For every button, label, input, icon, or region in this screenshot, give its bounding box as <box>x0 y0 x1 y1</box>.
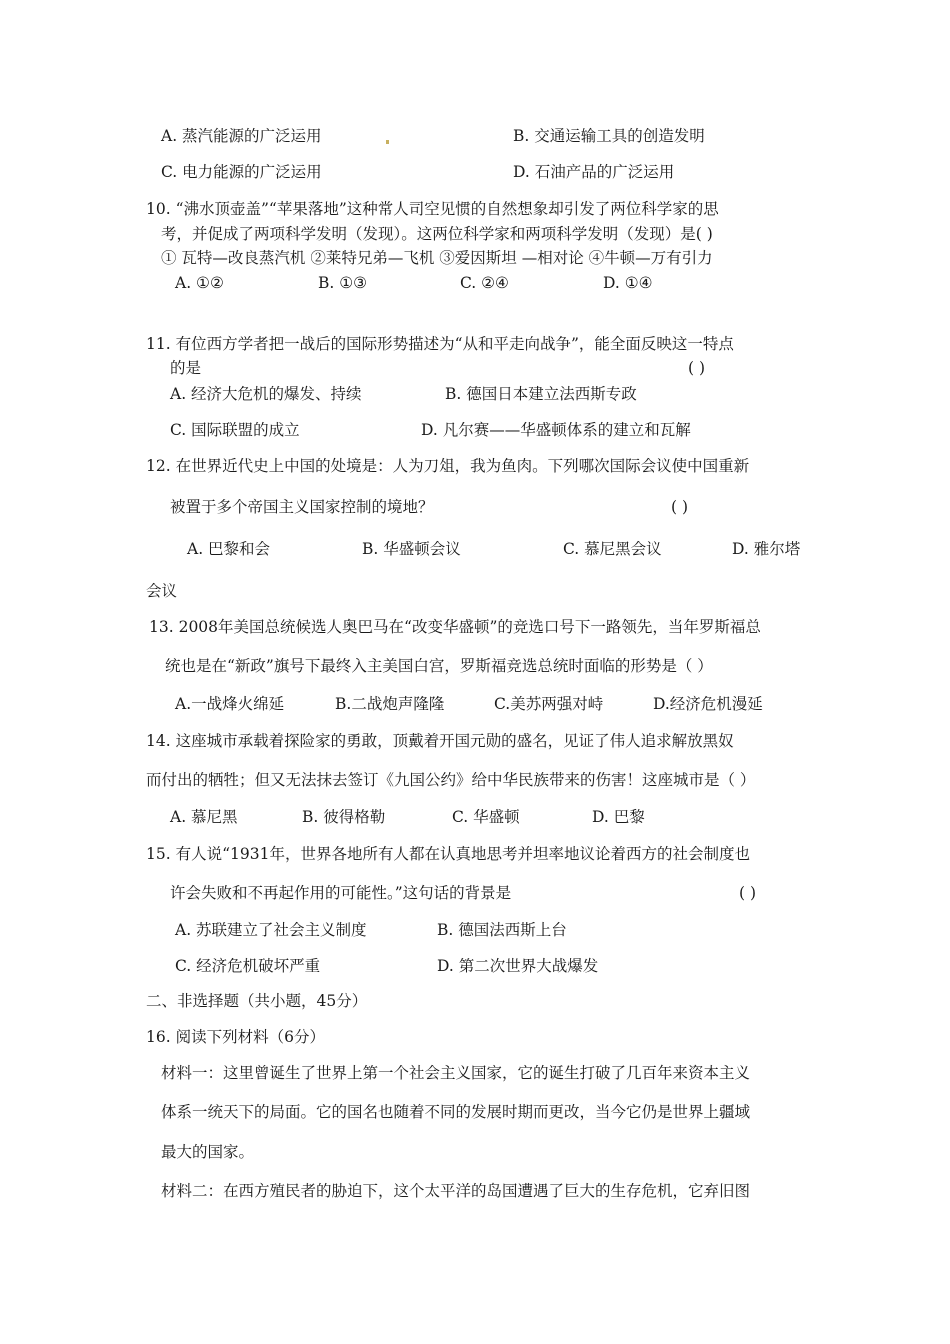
q16-material1-line1: 材料一：这里曾诞生了世界上第一个社会主义国家，它的诞生打破了几百年来资本主义 <box>161 1064 751 1082</box>
q9-option-c: C. 电力能源的广泛运用 <box>161 163 322 181</box>
q14-option-d: D. 巴黎 <box>592 808 645 826</box>
stray-dot-mark <box>386 140 389 144</box>
q10-items: ① 瓦特—改良蒸汽机 ②莱特兄弟—飞机 ③爱因斯坦 —相对论 ④牛顿—万有引力 <box>161 249 713 267</box>
q12-option-d: D. 雅尔塔 <box>732 540 801 558</box>
q12-option-d-continued: 会议 <box>146 582 178 600</box>
q13-stem-line2: 统也是在“新政”旗号下最终入主美国白宫，罗斯福竞选总统时面临的形势是（ ） <box>165 657 713 675</box>
q14-option-a: A. 慕尼黑 <box>170 808 238 826</box>
q13-stem-line1: 13. 2008年美国总统候选人奥巴马在“改变华盛顿”的竞选口号下一路领先，当年罗斯福总 <box>149 618 761 636</box>
q10-option-d: D. ①④ <box>603 274 653 292</box>
q10-option-a: A. ①② <box>175 274 224 292</box>
q16-material1-line3: 最大的国家。 <box>161 1143 255 1161</box>
q12-option-c: C. 慕尼黑会议 <box>563 540 662 558</box>
q14-stem-line2: 而付出的牺牲；但又无法抹去签订《九国公约》给中华民族带来的伤害！这座城市是（ ） <box>146 771 756 789</box>
section-2-title: 二、非选择题（共小题，45分） <box>146 992 368 1010</box>
q11-answer-paren: ( ) <box>688 359 706 377</box>
q15-option-a: A. 苏联建立了社会主义制度 <box>175 921 367 939</box>
q11-option-a: A. 经济大危机的爆发、持续 <box>170 385 362 403</box>
q12-answer-paren: ( ) <box>671 498 689 516</box>
q9-option-d: D. 石油产品的广泛运用 <box>513 163 675 181</box>
q13-option-d: D.经济危机漫延 <box>653 695 763 713</box>
q12-option-b: B. 华盛顿会议 <box>362 540 461 558</box>
q14-option-b: B. 彼得格勒 <box>302 808 386 826</box>
q11-option-d: D. 凡尔赛——华盛顿体系的建立和瓦解 <box>421 421 691 439</box>
q15-answer-paren: ( ) <box>739 884 757 902</box>
q15-stem-line2: 许会失败和不再起作用的可能性。”这句话的背景是 <box>170 884 512 902</box>
q16-material2-line1: 材料二：在西方殖民者的胁迫下，这个太平洋的岛国遭遇了巨大的生存危机，它弃旧图 <box>161 1182 751 1200</box>
q14-option-c: C. 华盛顿 <box>452 808 520 826</box>
q16-material1-line2: 体系一统天下的局面。它的国名也随着不同的发展时期而更改，当今它仍是世界上疆域 <box>161 1103 751 1121</box>
q9-option-a: A. 蒸汽能源的广泛运用 <box>161 127 322 145</box>
q15-option-c: C. 经济危机破坏严重 <box>175 957 321 975</box>
q12-option-a: A. 巴黎和会 <box>187 540 271 558</box>
q15-option-b: B. 德国法西斯上台 <box>437 921 567 939</box>
q13-option-a: A.一战烽火绵延 <box>175 695 285 713</box>
q13-option-b: B.二战炮声隆隆 <box>335 695 445 713</box>
q11-option-b: B. 德国日本建立法西斯专政 <box>445 385 637 403</box>
q13-option-c: C.美苏两强对峙 <box>494 695 604 713</box>
q14-stem-line1: 14. 这座城市承载着探险家的勇敢，顶戴着开国元勋的盛名，见证了伟人追求解放黑奴 <box>146 732 734 750</box>
q10-option-c: C. ②④ <box>460 274 509 292</box>
q15-stem-line1: 15. 有人说“1931年，世界各地所有人都在认真地思考并坦率地议论着西方的社会制度也 <box>146 845 750 863</box>
q12-stem-line1: 12. 在世界近代史上中国的处境是：人为刀俎，我为鱼肉。下列哪次国际会议使中国重新 <box>146 457 750 475</box>
q11-stem-line2: 的是 <box>170 359 202 377</box>
q16-title: 16. 阅读下列材料（6分） <box>146 1028 325 1046</box>
q10-stem-line2: 考，并促成了两项科学发明（发现）。这两位科学家和两项科学发明（发现）是( ) <box>161 225 713 243</box>
q12-stem-line2: 被置于多个帝国主义国家控制的境地？ <box>170 498 434 516</box>
q10-stem-line1: 10. “沸水顶壶盖”“苹果落地”这种常人司空见惯的自然想象却引发了两位科学家的思 <box>146 200 719 218</box>
q10-option-b: B. ①③ <box>318 274 368 292</box>
q11-stem-line1: 11. 有位西方学者把一战后的国际形势描述为“从和平走向战争”，能全面反映这一特点 <box>146 335 734 353</box>
q15-option-d: D. 第二次世界大战爆发 <box>437 957 599 975</box>
q11-option-c: C. 国际联盟的成立 <box>170 421 300 439</box>
q9-option-b: B. 交通运输工具的创造发明 <box>513 127 705 145</box>
